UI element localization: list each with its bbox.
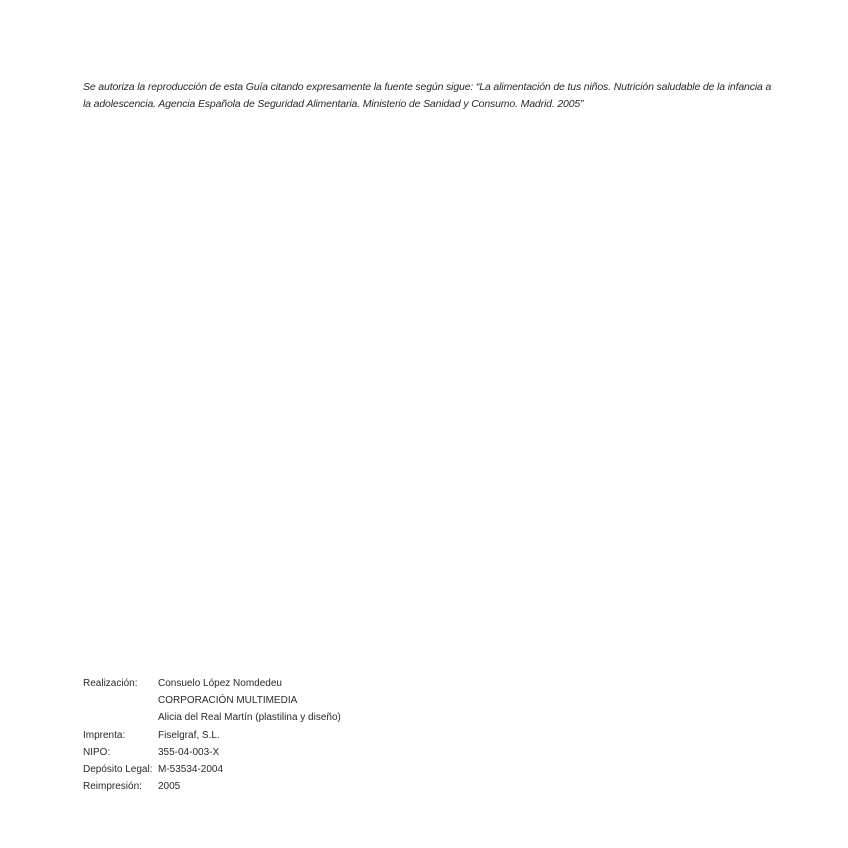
credit-value: 355-04-003-X (158, 746, 220, 758)
credit-label (83, 692, 158, 709)
credits-block (83, 675, 483, 795)
credit-row-corporacion (83, 692, 483, 709)
reproduction-notice: Se autoriza la reproducción de esta Guía citando expresamente la fuente según sigue: “La alimentación de tus niños. Nutrición saludable de la infancia a la adolescencia. Agencia Española de Seguridad Alimentaria. Ministerio de Sanidad y Consumo. Madrid. 2005” (83, 81, 772, 110)
credit-label (83, 709, 158, 726)
credit-row-nipo (83, 744, 483, 761)
credit-row-reimpresion (83, 778, 483, 795)
credit-label: Imprenta: (83, 729, 126, 741)
credit-value: M-53534-2004 (158, 763, 224, 775)
credit-value: Fiselgraf, S.L. (158, 729, 220, 741)
credit-value: Consuelo López Nomdedeu (158, 678, 282, 689)
credit-label: Realización: (83, 678, 138, 689)
credit-value: Alicia del Real Martín (plastilina y diseño) (158, 712, 341, 724)
credit-label: Reimpresión: (83, 781, 142, 793)
credit-row-alicia (83, 709, 483, 726)
credit-value: 2005 (158, 781, 181, 793)
credit-label: Depósito Legal: (83, 763, 153, 775)
credit-value: CORPORACIÓN MULTIMEDIA (158, 695, 298, 707)
credit-row-imprenta (83, 727, 483, 744)
credit-label: NIPO: (83, 746, 111, 758)
credit-row-realizacion (83, 675, 483, 692)
credit-row-deposito-legal (83, 761, 483, 778)
